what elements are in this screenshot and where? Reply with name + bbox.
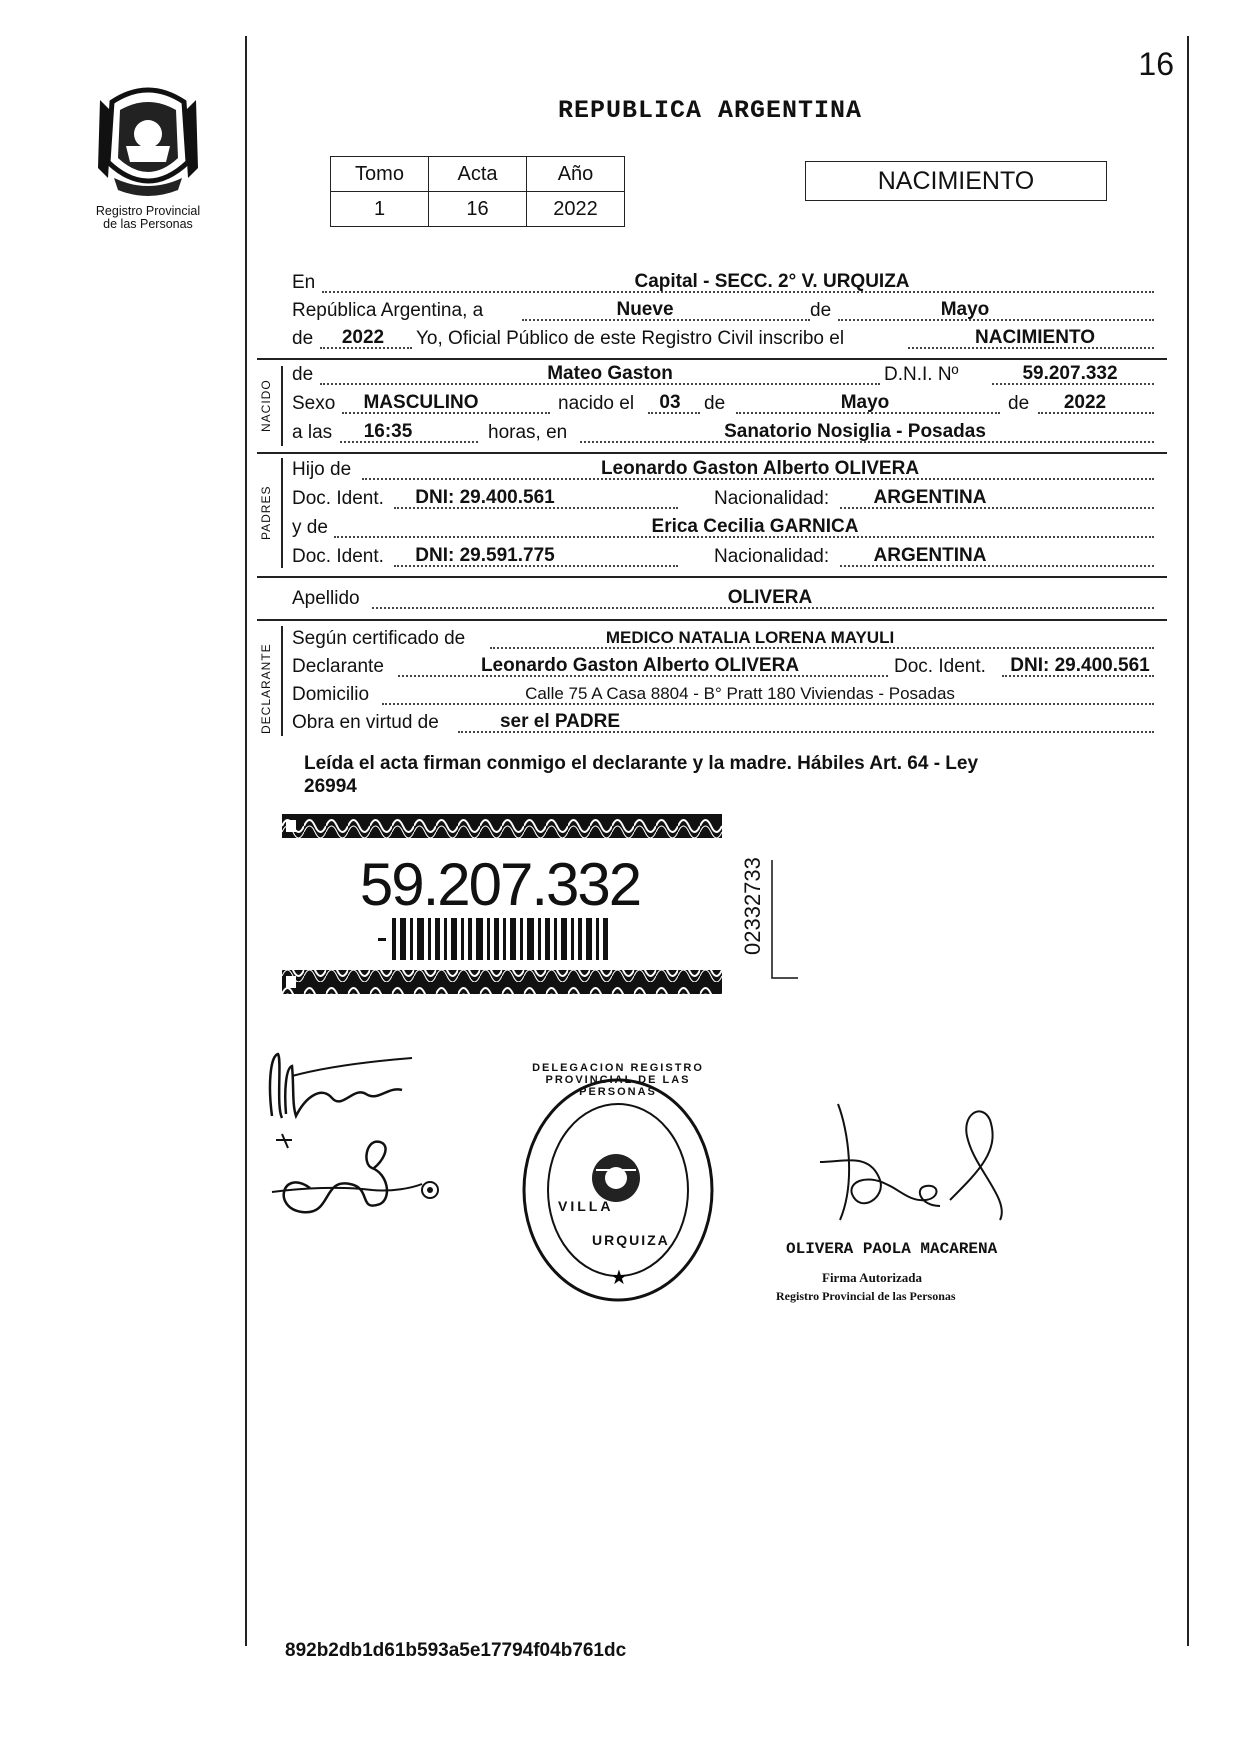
value-mes-inscripcion: Mayo [940,299,990,320]
value-dia-palabras: Nueve [616,299,674,320]
closing-line-1: Leída el acta firman conmigo el declarante y la madre. Hábiles Art. 64 - Ley [304,753,979,774]
label-de-4: de [704,393,726,414]
acta-value: 16 [429,192,527,227]
value-apellido: OLIVERA [727,587,813,608]
value-dni: 59.207.332 [1022,363,1118,384]
label-nacido-el: nacido el [558,393,635,414]
divider-padres-top [257,452,1167,454]
label-de-5: de [1008,393,1030,414]
tomo-value: 1 [331,192,429,227]
handwritten-signature-madre [262,1128,462,1238]
handwritten-signature-declarante [262,1046,422,1126]
registry-seal-icon [518,1074,718,1306]
value-madre-doc: DNI: 29.591.775 [415,545,555,566]
value-padre: Leonardo Gaston Alberto OLIVERA [600,458,920,479]
signature-name: OLIVERA PAOLA MACARENA [786,1240,998,1258]
label-segun: Según certificado de [292,628,466,649]
signature-role: Firma Autorizada [822,1270,923,1285]
label-doc-ident-3: Doc. Ident. [894,656,986,677]
value-lugar: Capital - SECC. 2° V. URQUIZA [634,271,910,292]
value-sexo: MASCULINO [363,392,479,413]
label-obra: Obra en virtud de [292,712,439,733]
value-tipo: NACIMIENTO [975,327,1095,348]
label-sexo: Sexo [292,393,336,414]
logo-caption-line-1: Registro Provincial [95,204,201,218]
row-declarante [290,656,1155,682]
stamp-bracket [760,850,800,990]
divider-declarante-top [257,619,1167,621]
value-certificado: MEDICO NATALIA LORENA MAYULI [605,628,895,647]
label-yo: Yo, Oficial Público de este Registro Civil inscribo el [416,328,845,349]
label-de-1: de [810,300,832,321]
value-obra: ser el PADRE [499,711,621,732]
label-republica: República Argentina, a [292,300,484,321]
label-dni: D.N.I. Nº [884,364,959,385]
value-declarante: Leonardo Gaston Alberto OLIVERA [480,655,800,676]
handwritten-signature-oficial [800,1090,1040,1240]
barcode [378,918,608,960]
label-hijo-de: Hijo de [292,459,352,480]
seal-ring-text: DELEGACION REGISTRO PROVINCIAL DE LAS PERSONAS [532,1062,704,1098]
value-mes-nacimiento: Mayo [840,392,890,413]
closing-line-2: 26994 [304,776,357,797]
label-de-2: de [292,328,314,349]
right-margin-line [1187,36,1189,1646]
label-doc-ident-1: Doc. Ident. [292,488,384,509]
row-padre [290,459,1155,485]
anio-value: 2022 [527,192,625,227]
signature-org: Registro Provincial de las Personas [776,1289,956,1303]
value-anio-nacimiento: 2022 [1063,392,1107,413]
logo-caption-line-2: de las Personas [103,217,193,231]
registry-table [330,156,625,227]
tomo-header: Tomo [331,157,429,192]
anio-header: Año [527,157,625,192]
row-apellido [290,588,1155,614]
label-y-de: y de [292,517,328,538]
row-madre-doc [290,546,1155,572]
row-domicilio [290,684,1155,710]
value-hora: 16:35 [363,421,413,442]
label-de-3: de [292,364,314,385]
row-anio-inscripcion [290,328,1155,354]
section-label-declarante: DECLARANTE [259,643,273,734]
value-padre-doc: DNI: 29.400.561 [415,487,555,508]
value-declarante-doc: DNI: 29.400.561 [1010,655,1150,676]
document-title: REPUBLICA ARGENTINA [557,96,863,125]
section-label-nacido: NACIDO [259,379,273,432]
row-obra [290,712,1155,738]
label-nacionalidad-1: Nacionalidad: [714,488,830,509]
value-domicilio: Calle 75 A Casa 8804 - B° Pratt 180 Viviendas - Posadas [525,684,955,703]
divider-nacido-top [257,358,1167,360]
label-nacionalidad-2: Nacionalidad: [714,546,830,567]
logo-caption [78,205,218,231]
label-a-las: a las [292,422,333,443]
value-madre: Erica Cecilia GARNICA [651,516,859,537]
page-number: 16 [1138,46,1174,82]
label-horas-en: horas, en [488,422,568,443]
label-apellido: Apellido [292,588,360,609]
seal-center-bottom: URQUIZA [592,1232,670,1248]
record-type-box: NACIMIENTO [805,161,1107,201]
row-nombre [290,364,1155,390]
label-en: En [292,272,316,293]
value-nombre: Mateo Gaston [547,363,673,384]
svg-text:★: ★ [610,1267,628,1289]
row-certificado [290,628,1155,654]
value-anio-inscripcion: 2022 [341,327,385,348]
seal-center-top: VILLA [558,1198,614,1214]
stamp-side-code: 02332733 [740,857,765,955]
row-madre [290,517,1155,543]
label-domicilio: Domicilio [292,684,370,705]
row-fecha-inscripcion [290,300,1155,326]
value-madre-nacionalidad: ARGENTINA [873,545,987,566]
left-margin-line [245,36,247,1646]
document-hash: 892b2db1d61b593a5e17794f04b761dc [285,1640,627,1661]
value-padre-nacionalidad: ARGENTINA [873,487,987,508]
row-sexo [290,393,1155,419]
label-declarante: Declarante [292,656,384,677]
row-padre-doc [290,488,1155,514]
closing-text [304,752,1154,798]
label-doc-ident-2: Doc. Ident. [292,546,384,567]
acta-header: Acta [429,157,527,192]
value-lugar-nacimiento: Sanatorio Nosiglia - Posadas [724,421,986,442]
divider-apellido-top [257,576,1167,578]
value-dia-nacimiento: 03 [659,392,681,413]
row-hora-lugar [290,422,1155,448]
section-label-padres: PADRES [259,485,273,540]
stamp-number: 59.207.332 [359,851,641,918]
row-lugar [290,272,1155,298]
